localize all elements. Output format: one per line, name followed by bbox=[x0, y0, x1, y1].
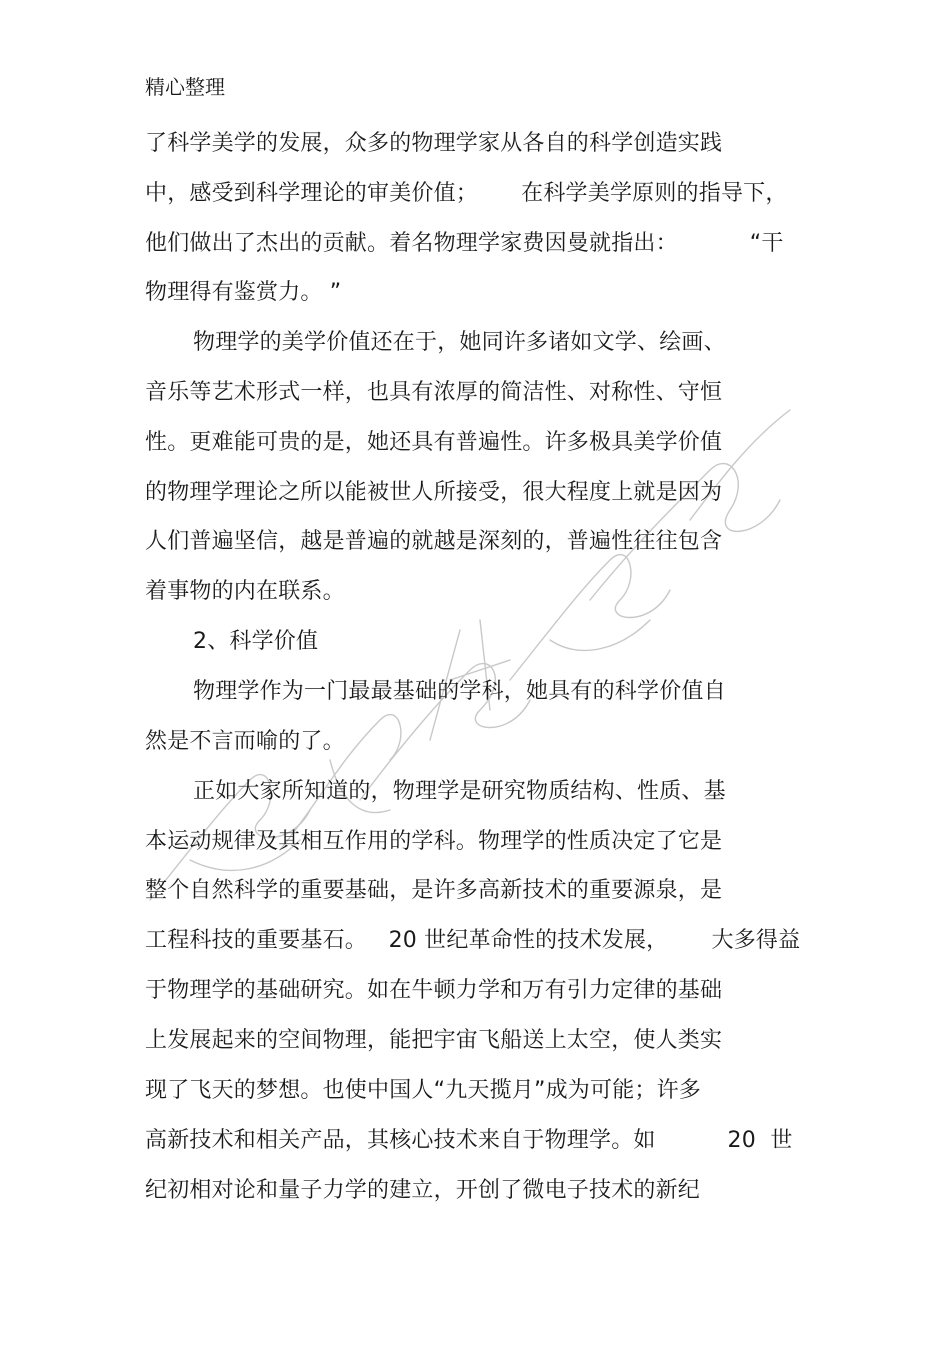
text-line: 的物理学理论之所以能被世人所接受，很大程度上就是因为 bbox=[145, 480, 723, 505]
text-line: 上发展起来的空间物理，能把宇宙飞船送上太空，使人类实 bbox=[145, 1028, 723, 1053]
section-heading: 2、科学价值 bbox=[193, 629, 319, 654]
watermark-signature bbox=[130, 380, 830, 940]
page-header: 精心整理 bbox=[145, 75, 225, 99]
text-line: 于物理学的基础研究。如在牛顿力学和万有引力定律的基础 bbox=[145, 978, 723, 1003]
text-line: 整个自然科学的重要基础，是许多高新技术的重要源泉，是 bbox=[145, 878, 723, 903]
text-line: 了科学美学的发展，众多的物理学家从各自的科学创造实践 bbox=[145, 131, 723, 156]
paragraph-start: 物理学的美学价值还在于，她同许多诸如文学、绘画、 bbox=[193, 330, 726, 355]
text-line: 物理得有鉴赏力。 ” bbox=[145, 280, 342, 305]
text-line: 人们普遍坚信，越是普遍的就越是深刻的，普遍性往往包含 bbox=[145, 529, 723, 554]
text-line: 着事物的内在联系。 bbox=[145, 579, 345, 604]
text-line: 现了飞天的梦想。也使中国人“九天揽月”成为可能；许多 bbox=[145, 1078, 701, 1103]
text-line: 工程科技的重要基石。 20 世纪革命性的技术发展， 大多得益 bbox=[145, 928, 801, 953]
paragraph-start: 正如大家所知道的，物理学是研究物质结构、性质、基 bbox=[193, 779, 726, 804]
text-line: 高新技术和相关产品，其核心技术来自于物理学。如 20 世 bbox=[145, 1128, 793, 1153]
text-line: 然是不言而喻的了。 bbox=[145, 729, 345, 754]
text-line: 他们做出了杰出的贡献。着名物理学家费因曼就指出： “干 bbox=[145, 231, 784, 256]
text-line: 音乐等艺术形式一样，也具有浓厚的简洁性、对称性、守恒 bbox=[145, 380, 723, 405]
text-line: 性。更难能可贵的是，她还具有普遍性。许多极具美学价值 bbox=[145, 430, 723, 455]
text-line: 本运动规律及其相互作用的学科。物理学的性质决定了它是 bbox=[145, 829, 723, 854]
paragraph-start: 物理学作为一门最最基础的学科，她具有的科学价值自 bbox=[193, 679, 726, 704]
text-line: 纪初相对论和量子力学的建立，开创了微电子技术的新纪 bbox=[145, 1178, 701, 1203]
text-line: 中，感受到科学理论的审美价值； 在科学美学原则的指导下， bbox=[145, 181, 788, 206]
